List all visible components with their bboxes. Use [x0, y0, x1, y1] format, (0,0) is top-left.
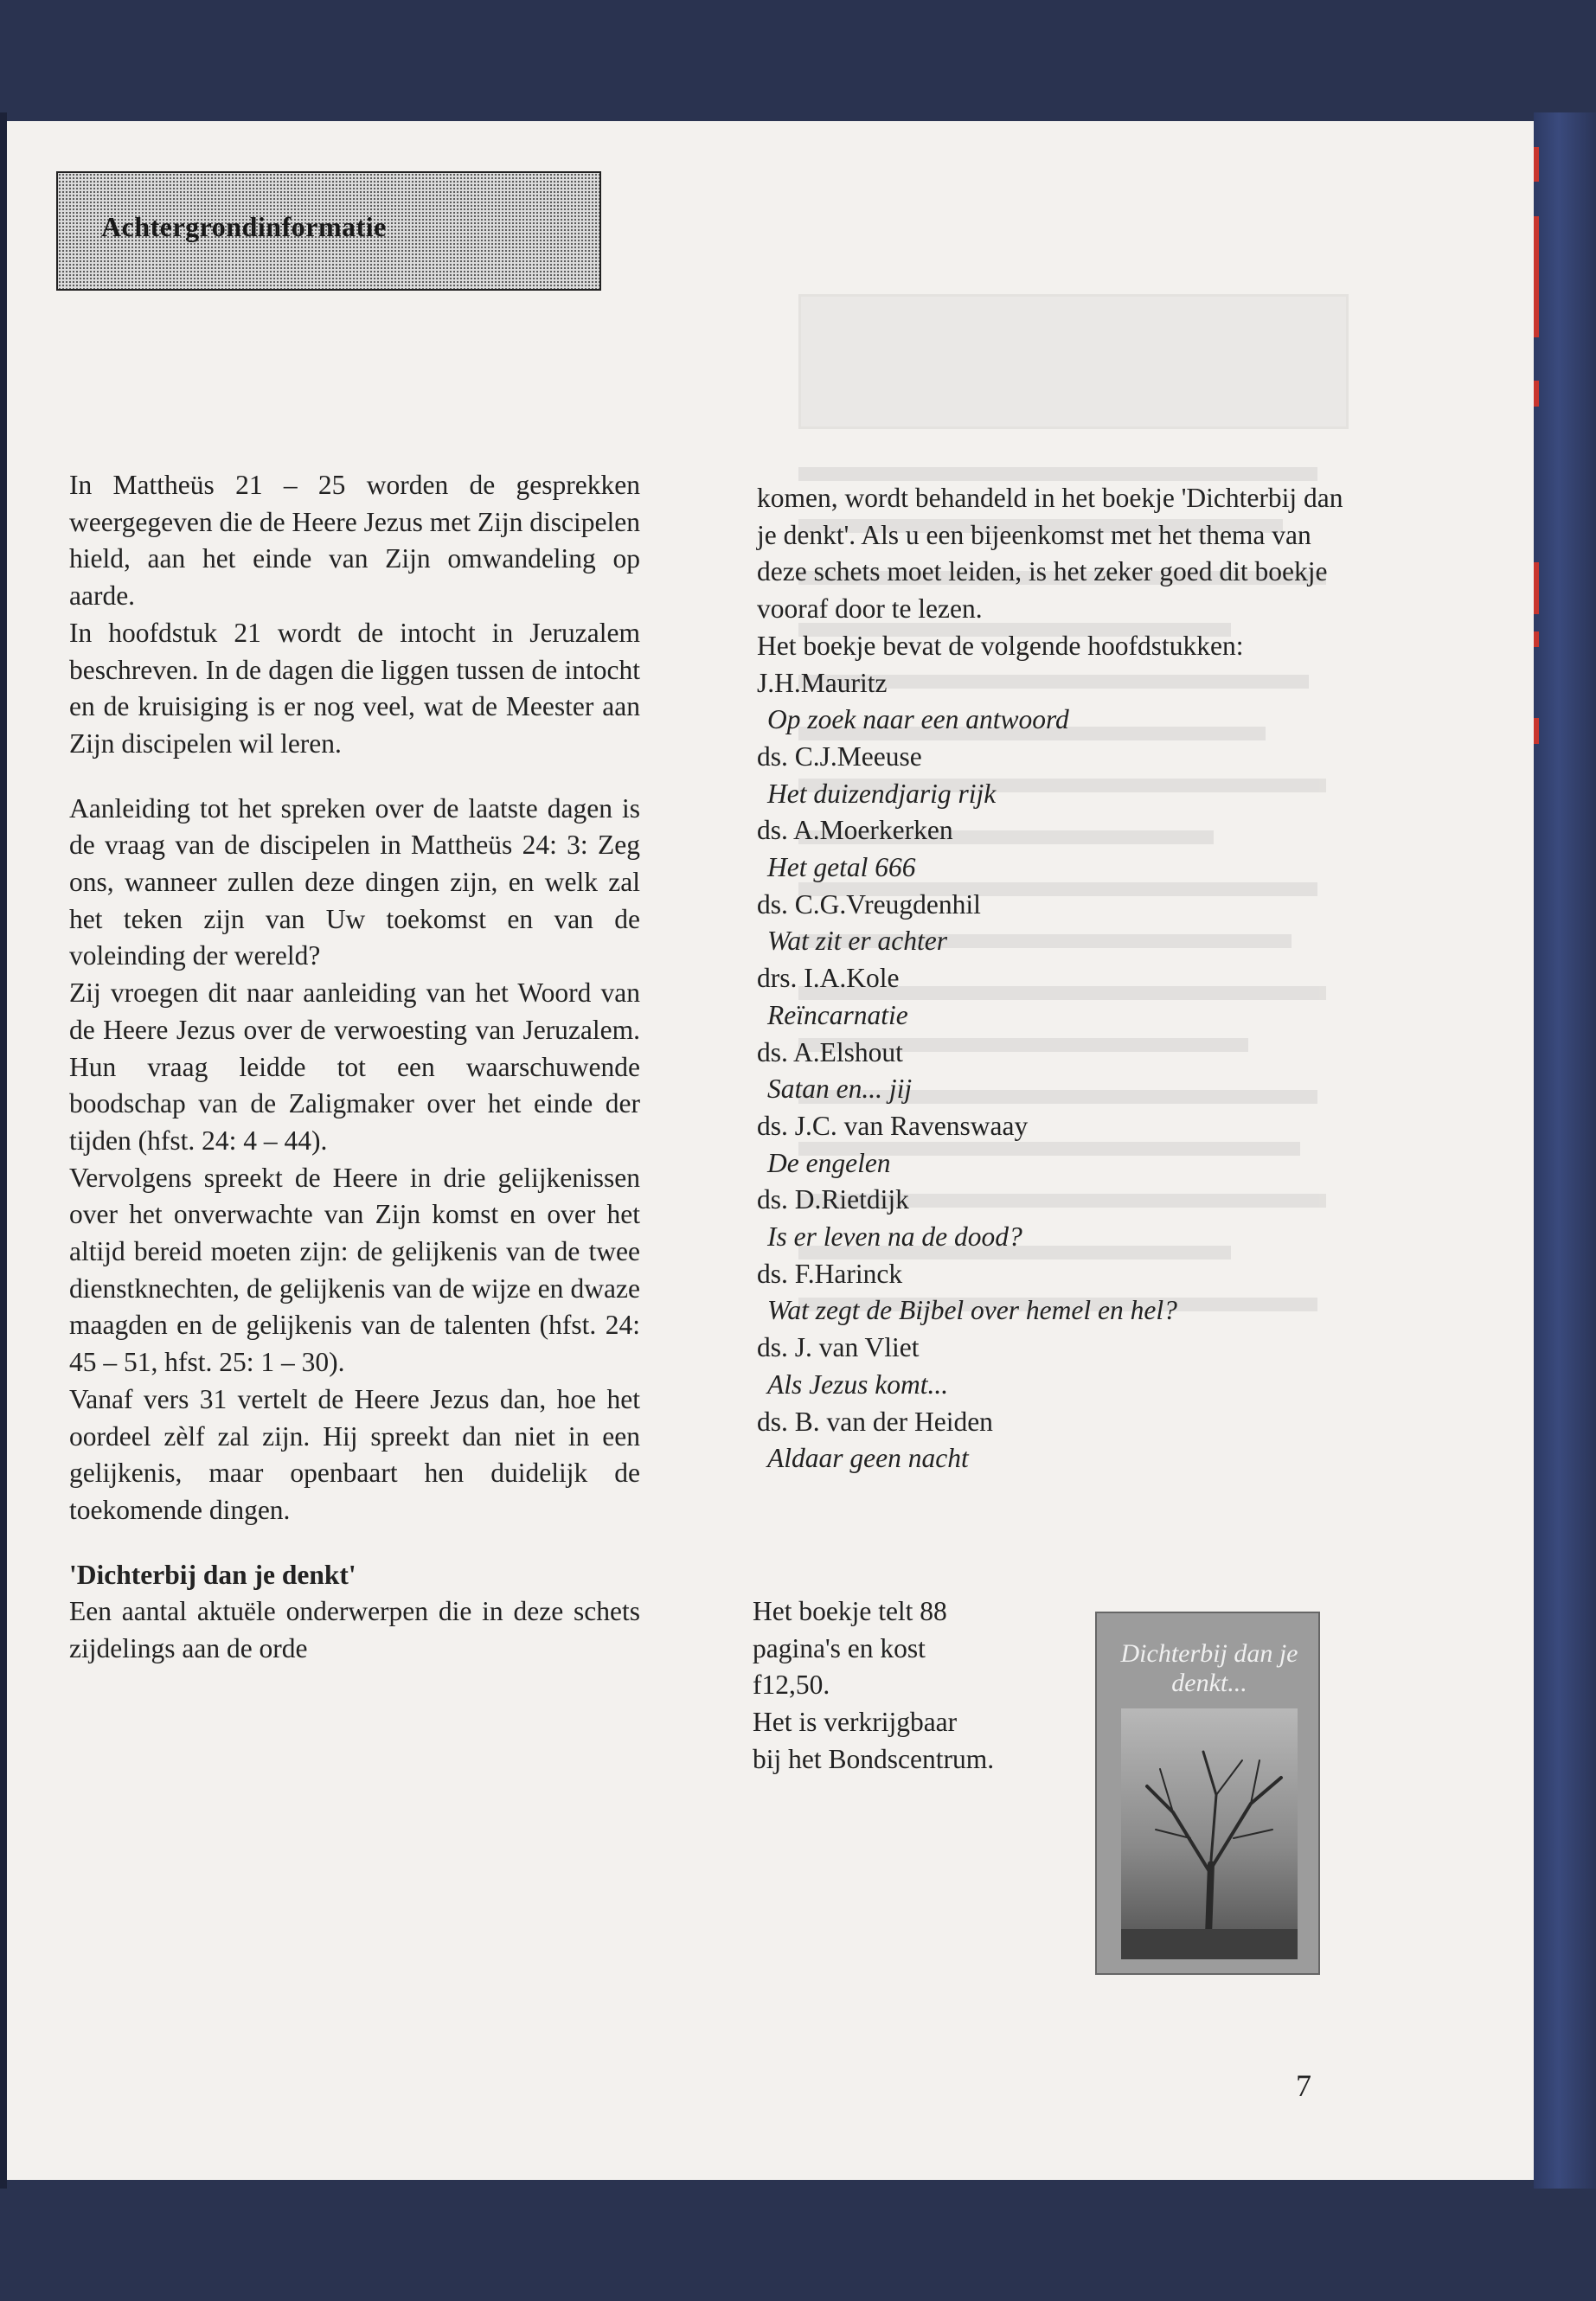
chapter-title: De engelen [767, 1147, 891, 1178]
contents-intro: Het boekje bevat de volgende hoofdstukken: [757, 630, 1244, 661]
paragraph: Vervolgens spreekt de Heere in drie gelijkenissen over het onverwachte van Zijn komst en over het altijd bereid moeten zijn: de gelijkenis van de twee dienstknechten, de gelijkenis van de wijze en dwaze maagden en de gelijkenis van de talenten (hfst. 24: 45 – 51, hfst. 25: 1 – 30). [69, 1162, 640, 1378]
chapter-author: ds. D.Rietdijk [757, 1184, 909, 1215]
left-column [69, 467, 640, 1668]
chapter-title: Is er leven na de dood? [767, 1221, 1022, 1253]
chapter-author: ds. C.J.Meeuse [757, 740, 922, 772]
book-cover-title: Dichterbij dan je denkt... [1120, 1639, 1298, 1697]
paragraph: Aanleiding tot het spreken over de laatste dagen is de vraag van de discipelen in Mattheüs 24: 3: Zeg ons, wanneer zullen deze dingen zijn, en welk zal het teken zijn van Uw toekomst en van de voleinding der wereld? [69, 792, 640, 971]
chapter-title: Het getal 666 [767, 852, 916, 883]
chapter-author: ds. J. van Vliet [757, 1332, 920, 1363]
subheading: 'Dichterbij dan je denkt' [69, 1559, 356, 1590]
paragraph: Zij vroegen dit naar aanleiding van het Woord van de Heere Jezus over de verwoesting van Jeruzalem. Hun vraag leidde tot een waarschuwende boodschap van de Zaligmaker over het einde der tijden (hfst. 24: 4 – 44). [69, 977, 640, 1156]
chapter-author: ds. C.G.Vreugdenhil [757, 888, 981, 920]
chapter-title: Wat zit er achter [767, 926, 947, 957]
paragraph: In hoofdstuk 21 wordt de intocht in Jeruzalem beschreven. In de dagen die liggen tussen de intocht en de kruisiging is er nog veel, wat de Meester aan Zijn discipelen wil leren. [69, 617, 640, 759]
section-header-box [56, 171, 601, 291]
book-info-line: pagina's en kost [753, 1632, 926, 1663]
chapter-author: J.H.Mauritz [757, 667, 888, 698]
book-info-line: f12,50. [753, 1670, 830, 1701]
tree-icon [1121, 1708, 1298, 1959]
paragraph: Vanaf vers 31 vertelt de Heere Jezus dan, hoe het oordeel zèlf zal zijn. Hij spreekt dan niet in een gelijkenis, maar openbaart hen duidelijk de toekomende dingen. [69, 1383, 640, 1525]
chapter-title: Wat zegt de Bijbel over hemel en hel? [767, 1295, 1177, 1326]
chapter-title: Op zoek naar een antwoord [767, 704, 1069, 735]
book-info-line: Het boekje telt 88 [753, 1596, 947, 1626]
chapter-author: ds. J.C. van Ravenswaay [757, 1110, 1029, 1141]
book-info-line: bij het Bondscentrum. [753, 1743, 995, 1774]
paragraph: In Mattheüs 21 – 25 worden de gesprekken weergegeven die de Heere Jezus met Zijn discipelen hield, aan het einde van Zijn omwandeling op aarde. [69, 470, 640, 612]
chapter-author: ds. F.Harinck [757, 1258, 903, 1289]
chapter-author: drs. I.A.Kole [757, 963, 900, 994]
section-header-title: Achtergrondinformatie [101, 211, 387, 242]
book-info [753, 1593, 1099, 1779]
chapter-author: ds. B. van der Heiden [757, 1406, 993, 1437]
paragraph: Een aantal aktuële onderwerpen die in deze schets zijdelings aan de orde [69, 1596, 640, 1664]
chapter-author: ds. A.Moerkerken [757, 815, 953, 846]
book-spine [0, 112, 7, 2189]
chapter-title: Satan en... jij [767, 1074, 913, 1105]
chapter-title: Het duizendjarig rijk [767, 778, 997, 809]
chapter-title: Aldaar geen nacht [767, 1443, 969, 1474]
chapter-title: Als Jezus komt... [767, 1368, 949, 1400]
paragraph: komen, wordt behandeld in het boekje 'Dichterbij dan je denkt'. Als u een bijeenkomst met het thema van deze schets moet leiden, is het zeker goed dit boekje vooraf door te lezen. [757, 483, 1343, 625]
page-number: 7 [1296, 2068, 1311, 2103]
book-info-line: Het is verkrijgbaar [753, 1707, 958, 1738]
right-column [757, 480, 1345, 1477]
chapter-author: ds. A.Elshout [757, 1036, 903, 1067]
chapter-title: Reïncarnatie [767, 999, 908, 1030]
book-cover-edge [1534, 112, 1596, 2189]
book-cover-image [1095, 1612, 1320, 1975]
tree-photo [1121, 1708, 1298, 1959]
